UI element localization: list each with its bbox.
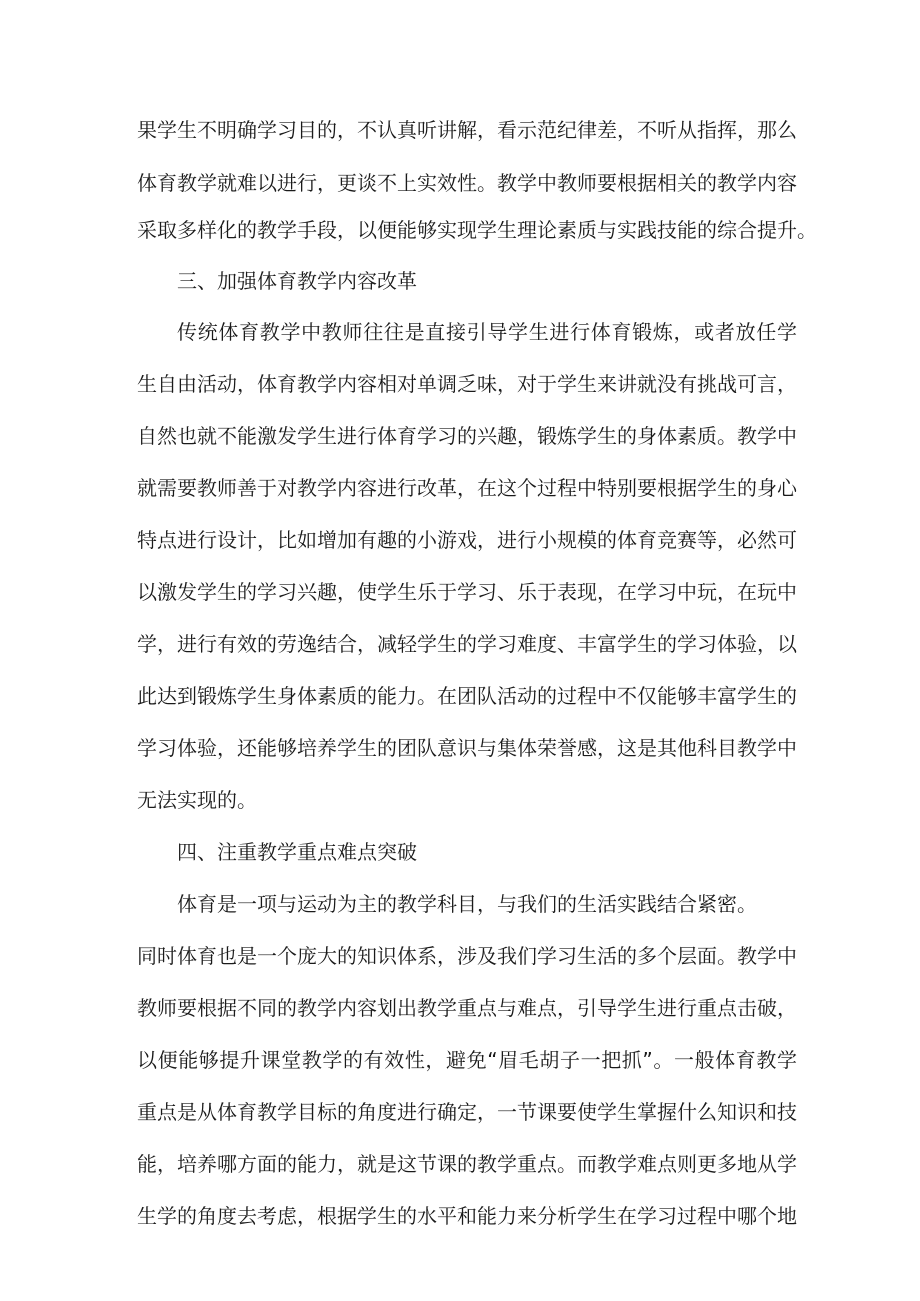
text-line: 学习体验，还能够培养学生的团队意识与集体荣誉感，这是其他科目教学中 (137, 736, 797, 760)
text-line: 无法实现的。 (137, 788, 257, 812)
text-line: 生学的角度去考虑，根据学生的水平和能力来分析学生在学习过程中哪个地 (137, 1204, 797, 1228)
text-line: 生自由活动，体育教学内容相对单调乏味，对于学生来讲就没有挑战可言， (137, 372, 797, 396)
text-line: 学，进行有效的劳逸结合，减轻学生的学习难度、丰富学生的学习体验，以 (137, 632, 797, 656)
text-line: 以便能够提升课堂教学的有效性，避免“眉毛胡子一把抓”。一般体育教学 (137, 1048, 797, 1072)
text-line: 传统体育教学中教师往往是直接引导学生进行体育锻炼，或者放任学 (177, 320, 797, 344)
text-line: 体育是一项与运动为主的教学科目，与我们的生活实践结合紧密。 (177, 892, 757, 916)
text-line: 重点是从体育教学目标的角度进行确定，一节课要使学生掌握什么知识和技 (137, 1100, 797, 1124)
section-heading: 三、加强体育教学内容改革 (177, 269, 417, 293)
text-line: 以激发学生的学习兴趣，使学生乐于学习、乐于表现，在学习中玩，在玩中 (137, 580, 797, 604)
text-line: 此达到锻炼学生身体素质的能力。在团队活动的过程中不仅能够丰富学生的 (137, 684, 797, 708)
section-heading: 四、注重教学重点难点突破 (177, 840, 417, 864)
text-line: 就需要教师善于对教学内容进行改革，在这个过程中特别要根据学生的身心 (137, 476, 797, 500)
text-line: 体育教学就难以进行，更谈不上实效性。教学中教师要根据相关的教学内容 (137, 171, 797, 195)
text-line: 同时体育也是一个庞大的知识体系，涉及我们学习生活的多个层面。教学中 (137, 944, 797, 968)
text-line: 特点进行设计，比如增加有趣的小游戏，进行小规模的体育竞赛等，必然可 (137, 528, 797, 552)
text-line: 教师要根据不同的教学内容划出教学重点与难点，引导学生进行重点击破， (137, 996, 797, 1020)
text-line: 能，培养哪方面的能力，就是这节课的教学重点。而教学难点则更多地从学 (137, 1152, 797, 1176)
text-line: 果学生不明确学习目的，不认真听讲解，看示范纪律差，不听从指挥，那么 (137, 118, 797, 142)
text-line: 自然也就不能激发学生进行体育学习的兴趣，锻炼学生的身体素质。教学中 (137, 424, 797, 448)
text-line: 采取多样化的教学手段，以便能够实现学生理论素质与实践技能的综合提升。 (137, 218, 817, 242)
